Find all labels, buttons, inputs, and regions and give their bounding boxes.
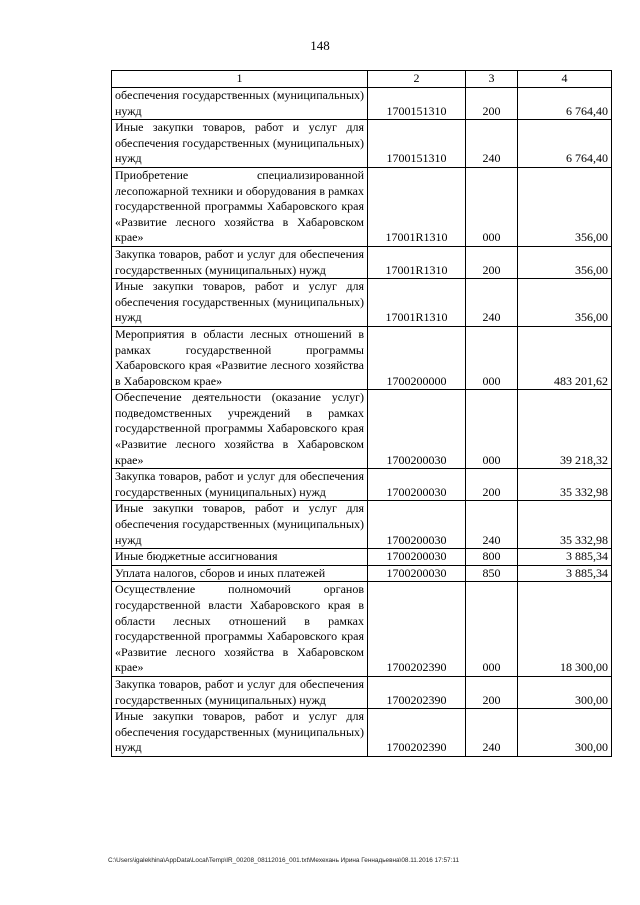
row-code: 1700202390 (368, 582, 466, 677)
row-amount: 3 885,34 (518, 565, 612, 582)
row-description: Иные бюджетные ассигнования (112, 549, 368, 566)
row-code: 17001R1310 (368, 279, 466, 327)
row-code: 1700200030 (368, 390, 466, 469)
table-row (112, 390, 612, 469)
row-type: 240 (466, 120, 518, 168)
row-amount: 300,00 (518, 709, 612, 757)
row-code: 1700200030 (368, 565, 466, 582)
header-col-amount: 4 (518, 71, 612, 88)
row-amount: 3 885,34 (518, 549, 612, 566)
row-type: 000 (466, 582, 518, 677)
row-amount: 300,00 (518, 676, 612, 708)
row-code: 17001R1310 (368, 246, 466, 278)
table-header-row (112, 71, 612, 88)
row-type: 000 (466, 167, 518, 246)
budget-table (111, 70, 612, 757)
row-amount: 18 300,00 (518, 582, 612, 677)
table-row (112, 326, 612, 389)
row-code: 1700200030 (368, 469, 466, 501)
row-type: 850 (466, 565, 518, 582)
row-amount: 483 201,62 (518, 326, 612, 389)
row-type: 240 (466, 709, 518, 757)
row-code: 1700202390 (368, 709, 466, 757)
table-row (112, 549, 612, 566)
row-code: 17001R1310 (368, 167, 466, 246)
row-code: 1700202390 (368, 676, 466, 708)
table-row (112, 709, 612, 757)
row-description: Иные закупки товаров, работ и услуг для обеспечения государственных (муниципальных) нужд (112, 501, 368, 549)
row-amount: 356,00 (518, 279, 612, 327)
row-description: Уплата налогов, сборов и иных платежей (112, 565, 368, 582)
row-description: Закупка товаров, работ и услуг для обеспечения государственных (муниципальных) нужд (112, 246, 368, 278)
row-type: 800 (466, 549, 518, 566)
header-col-type: 3 (466, 71, 518, 88)
table-row (112, 246, 612, 278)
row-amount: 6 764,40 (518, 88, 612, 120)
row-code: 1700151310 (368, 88, 466, 120)
table-row (112, 167, 612, 246)
table-row (112, 582, 612, 677)
row-amount: 35 332,98 (518, 469, 612, 501)
row-type: 200 (466, 246, 518, 278)
row-type: 240 (466, 501, 518, 549)
row-description: Закупка товаров, работ и услуг для обеспечения государственных (муниципальных) нужд (112, 676, 368, 708)
row-type: 200 (466, 88, 518, 120)
row-description: Обеспечение деятельности (оказание услуг) подведомственных учреждений в рамках государственной программы Хабаровского края «Развитие лесного хозяйства в Хабаровском крае» (112, 390, 368, 469)
row-description: Закупка товаров, работ и услуг для обеспечения государственных (муниципальных) нужд (112, 469, 368, 501)
row-type: 200 (466, 469, 518, 501)
row-description: Мероприятия в области лесных отношений в рамках государственной программы Хабаровского края «Развитие лесного хозяйства в Хабаровском крае» (112, 326, 368, 389)
table-row (112, 279, 612, 327)
table-row (112, 88, 612, 120)
row-type: 200 (466, 676, 518, 708)
row-description: Осуществление полномочий органов государственной власти Хабаровского края в области лесных отношений в рамках государственной программы Хабаровского края «Развитие лесного хозяйства в Хабаровском крае» (112, 582, 368, 677)
row-description: обеспечения государственных (муниципальных) нужд (112, 88, 368, 120)
header-col-description: 1 (112, 71, 368, 88)
row-code: 1700200030 (368, 501, 466, 549)
row-amount: 39 218,32 (518, 390, 612, 469)
row-amount: 6 764,40 (518, 120, 612, 168)
row-description: Иные закупки товаров, работ и услуг для обеспечения государственных (муниципальных) нужд (112, 120, 368, 168)
table-row (112, 120, 612, 168)
page-number: 148 (310, 38, 330, 53)
row-type: 240 (466, 279, 518, 327)
table-row (112, 469, 612, 501)
row-type: 000 (466, 326, 518, 389)
table-row (112, 501, 612, 549)
row-code: 1700200030 (368, 549, 466, 566)
header-col-code: 2 (368, 71, 466, 88)
table-row (112, 676, 612, 708)
row-amount: 35 332,98 (518, 501, 612, 549)
table-row (112, 565, 612, 582)
row-description: Иные закупки товаров, работ и услуг для обеспечения государственных (муниципальных) нужд (112, 279, 368, 327)
row-code: 1700151310 (368, 120, 466, 168)
row-amount: 356,00 (518, 167, 612, 246)
row-code: 1700200000 (368, 326, 466, 389)
row-description: Приобретение специализированной лесопожарной техники и оборудования в рамках государственной программы Хабаровского края «Развитие лесного хозяйства в Хабаровском крае» (112, 167, 368, 246)
row-amount: 356,00 (518, 246, 612, 278)
footer-file-path: C:\Users\igalekhina\AppData\Local\Temp\IR_00208_08112016_001.txt\Мехехань Ирина Геннадьевна\08.11.2016 17:57:11 (108, 857, 460, 864)
row-description: Иные закупки товаров, работ и услуг для обеспечения государственных (муниципальных) нужд (112, 709, 368, 757)
row-type: 000 (466, 390, 518, 469)
